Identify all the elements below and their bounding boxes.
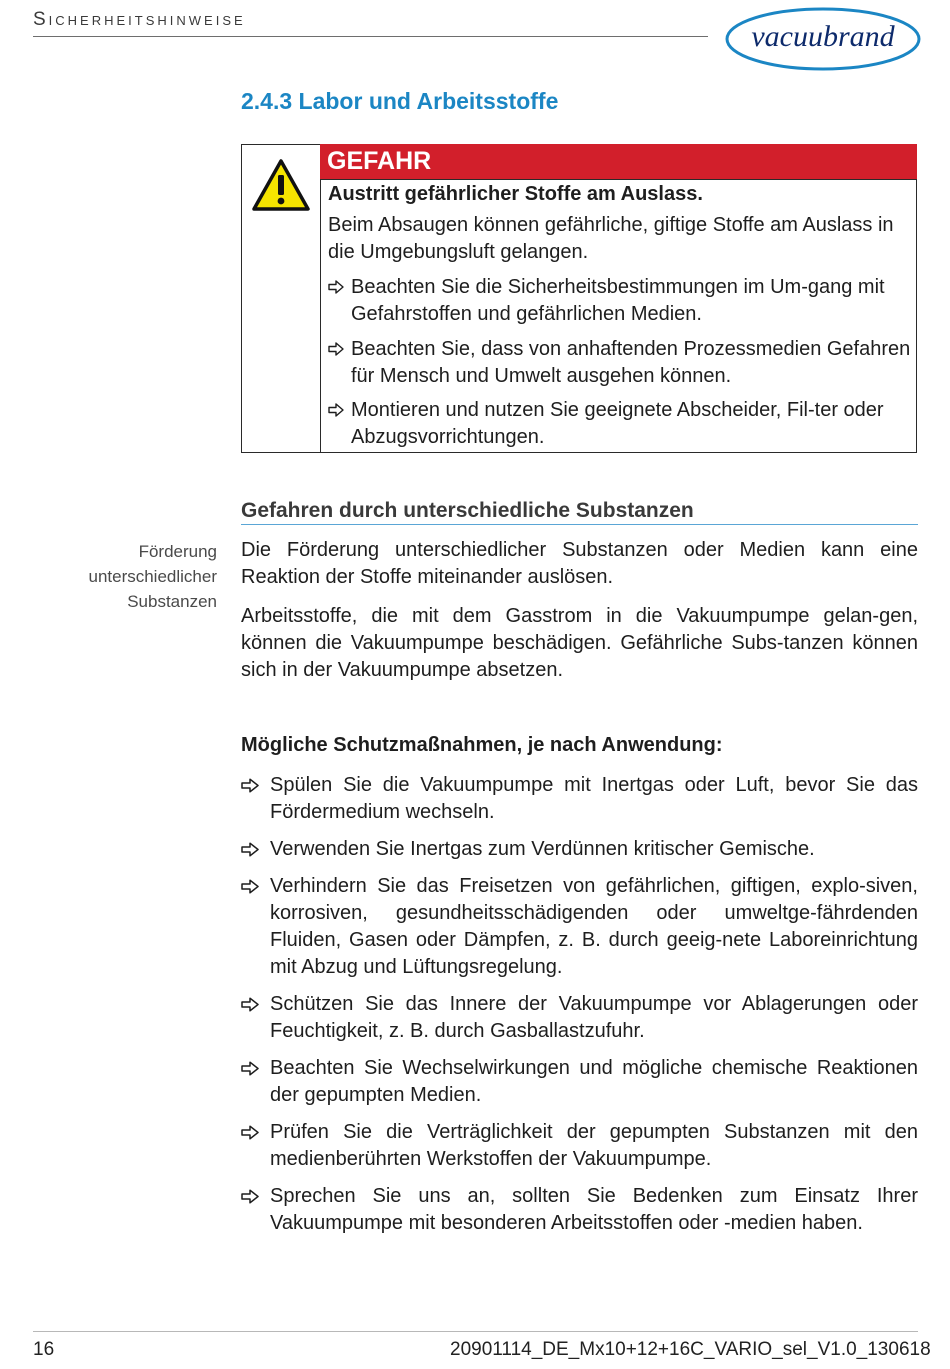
measure-list-item <box>241 873 918 981</box>
danger-list-item-text: Beachten Sie die Sicherheitsbestimmungen im Um-gang mit Gefahrstoffen und gefährlichen Medien. <box>351 276 885 325</box>
section-title: 2.4.3 Labor und Arbeitsstoffe <box>241 88 559 114</box>
margin-note-line: Förderung <box>138 542 217 561</box>
arrow-right-icon <box>241 879 259 894</box>
measure-list-item-text: Verhindern Sie das Freisetzen von gefährlichen, giftigen, explo-siven, korrosiven, gesundheitsschädigenden oder umweltge-fährdenden Fluiden, Gasen oder Dämpfen, z. B. durch geeig-nete Laboreinrichtung mit Abzug und Lüftungsregelung. <box>270 875 918 978</box>
measure-list-item-text: Schützen Sie das Innere der Vakuumpumpe vor Ablagerungen oder Feuchtigkeit, z. B. durch Gasballastzufuhr. <box>270 993 918 1042</box>
danger-text: Beim Absaugen können gefährliche, giftige Stoffe am Auslass in die Umgebungsluft gelangen. <box>328 214 894 263</box>
danger-label: GEFAHR <box>327 147 432 175</box>
danger-list-item <box>328 274 913 328</box>
danger-box-divider <box>320 144 321 453</box>
paragraph: Die Förderung unterschiedlicher Substanzen oder Medien kann eine Reaktion der Stoffe miteinander auslösen. <box>241 539 918 588</box>
arrow-right-icon <box>328 342 344 356</box>
vacuubrand-logo <box>724 4 922 74</box>
arrow-right-icon <box>241 997 259 1012</box>
measure-list-item-text: Prüfen Sie die Verträglichkeit der gepumpten Substanzen mit den medienberührten Werkstoffen der Vakuumpumpe. <box>270 1121 918 1170</box>
arrow-right-icon <box>241 1189 259 1204</box>
measure-list-item-text: Beachten Sie Wechselwirkungen und mögliche chemische Reaktionen der gepumpten Medien. <box>270 1057 918 1106</box>
margin-note <box>40 539 217 614</box>
arrow-right-icon <box>241 778 259 793</box>
paragraph: Arbeitsstoffe, die mit dem Gasstrom in die Vakuumpumpe gelan-gen, können die Vakuumpumpe beschädigen. Gefährliche Subs-tanzen können sich in der Vakuumpumpe absetzen. <box>241 605 918 681</box>
arrow-right-icon <box>241 1125 259 1140</box>
measure-list-item <box>241 1055 918 1109</box>
danger-list-item <box>328 336 913 390</box>
running-header: Sicherheitshinweise <box>33 9 246 30</box>
danger-list-item <box>328 397 913 451</box>
danger-list-item-text: Montieren und nutzen Sie geeignete Abscheider, Fil-ter oder Abzugsvorrichtungen. <box>351 399 884 448</box>
subsection-rule <box>241 524 918 525</box>
measure-list-item-text: Spülen Sie die Vakuumpumpe mit Inertgas oder Luft, bevor Sie das Fördermedium wechseln. <box>270 774 918 823</box>
measure-list-item <box>241 991 918 1045</box>
arrow-right-icon <box>241 1061 259 1076</box>
measure-list-item <box>241 1119 918 1173</box>
warning-triangle-icon <box>251 158 311 212</box>
arrow-right-icon <box>241 842 259 857</box>
arrow-right-icon <box>328 403 344 417</box>
measure-list-item <box>241 836 918 863</box>
measure-list-item-text: Sprechen Sie uns an, sollten Sie Bedenken zum Einsatz Ihrer Vakuumpumpe mit besonderen Arbeitsstoffen oder -medien haben. <box>270 1185 918 1234</box>
document-id: 20901114_DE_Mx10+12+16C_VARIO_sel_V1.0_130618 <box>450 1339 931 1360</box>
arrow-right-icon <box>328 280 344 294</box>
danger-list-item-text: Beachten Sie, dass von anhaftenden Prozessmedien Gefahren für Mensch und Umwelt ausgehen können. <box>351 338 911 387</box>
measure-list-item-text: Verwenden Sie Inertgas zum Verdünnen kritischer Gemische. <box>270 838 815 860</box>
measure-list-item <box>241 1183 918 1237</box>
measures-title: Mögliche Schutzmaßnahmen, je nach Anwendung: <box>241 734 723 756</box>
danger-subtitle: Austritt gefährlicher Stoffe am Auslass. <box>328 183 703 205</box>
header-rule <box>33 36 708 37</box>
margin-note-line: unterschiedlicher <box>88 567 217 586</box>
measure-list-item <box>241 772 918 826</box>
page-number: 16 <box>33 1339 55 1360</box>
margin-note-line: Substanzen <box>127 592 217 611</box>
logo-text: vacuubrand <box>751 20 895 53</box>
footer-rule <box>33 1331 918 1332</box>
subsection-title: Gefahren durch unterschiedliche Substanzen <box>241 499 694 522</box>
